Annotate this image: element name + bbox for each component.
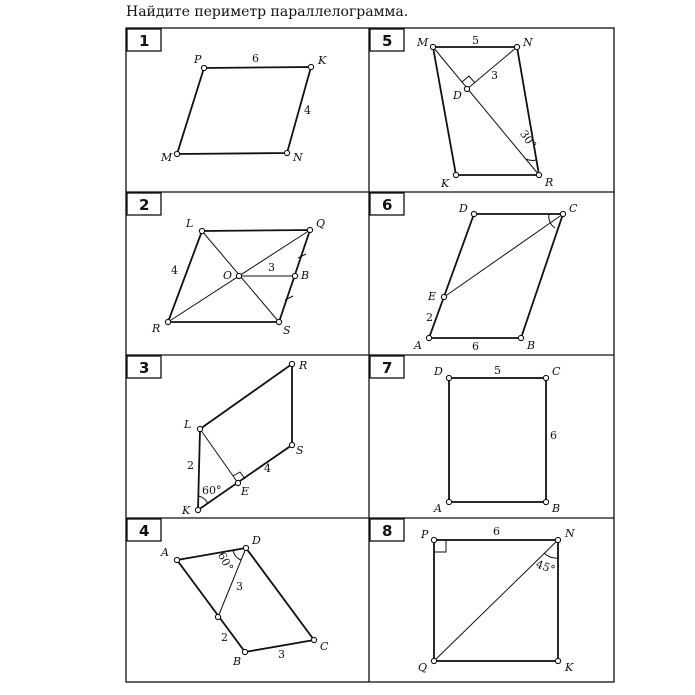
panel-number-1: 1 [139,32,150,50]
vertex-label-k: K [182,504,191,517]
parallelogram-adcb [177,548,314,652]
segment-value-ae: 2 [426,311,433,324]
figure-1-vertices [174,64,313,156]
panel-number-4: 4 [139,522,150,540]
parallelogram-dcba [429,214,563,338]
vertex-label-l: L [186,217,194,230]
figure-6-labels [413,202,578,353]
vertex-label-c: C [569,202,578,215]
vertex-label-r: R [299,359,308,372]
figure-7-vertices [446,375,548,504]
panel-number-7: 7 [382,359,393,377]
vertex-label-a: A [434,502,442,515]
figure-1 [177,67,311,154]
figure-1-labels [160,52,327,164]
vertex-label-c: C [320,640,329,653]
vertex-label-c: C [552,365,561,378]
vertex-label-d: D [453,89,462,102]
side-value-pk: 6 [252,52,259,65]
segment-value-ob: 3 [268,261,275,274]
figure-5-labels [416,34,553,190]
vertex-label-d: D [434,365,443,378]
figure-6-vertices [426,211,565,340]
page-title: Найдите периметр параллелограмма. [126,4,409,20]
figure-7-labels [433,364,561,515]
segment-value-diag: 3 [236,580,243,593]
panel-grid [126,28,614,682]
segment-value-nd: 3 [491,69,498,82]
diagonal-mr [433,47,539,175]
figure-6 [429,214,563,338]
panel-number-8: 8 [382,522,393,540]
angle-arc-r [526,159,536,160]
figure-4 [177,548,314,652]
side-value-ab: 6 [472,340,479,353]
vertex-label-a: A [414,339,422,352]
vertex-label-b: B [527,339,536,352]
angle-value-k: 60° [202,484,222,497]
vertex-label-n: N [293,151,303,164]
vertex-label-s: S [296,444,304,457]
panel-number-6: 6 [382,196,393,214]
vertex-label-a: A [161,546,169,559]
vertex-label-k: K [565,661,574,674]
parallelogram-pkmn [177,67,311,154]
angle-arc-c [549,214,555,228]
vertex-label-m: M [417,36,429,49]
vertex-label-k: K [441,177,450,190]
figure-7 [449,378,546,502]
panel-number-2: 2 [139,196,150,214]
side-value-lk: 2 [187,459,194,472]
vertex-label-b: B [233,655,242,668]
vertex-label-m: M [161,151,173,164]
vertex-label-s: S [283,324,291,337]
angle-arc-k [198,496,208,504]
side-value-bc: 3 [278,648,285,661]
vertex-label-o: O [223,269,233,282]
angle-value-n: 45° [534,557,557,577]
vertex-label-d: D [459,202,468,215]
angle-arc-d [233,550,241,560]
vertex-label-r: R [545,176,554,189]
figure-4-vertices [174,545,316,654]
angle-value-d: 60° [215,549,236,574]
figure-5 [433,47,539,175]
vertex-label-r: R [152,322,161,335]
side-value-mn: 5 [472,34,479,47]
vertex-label-l: L [184,418,192,431]
side-value-lr: 4 [171,264,178,277]
right-angle-mark-d [462,76,475,83]
vertex-label-b: B [301,269,310,282]
vertex-label-q: Q [316,217,326,230]
panel-number-3: 3 [139,359,150,377]
side-value-pn: 6 [493,525,500,538]
vertex-label-p: P [421,528,429,541]
bisector-ce [444,214,563,297]
vertex-label-e: E [428,290,437,303]
panel-number-5: 5 [382,32,393,50]
segment-value-short: 2 [221,631,228,644]
vertex-label-p: P [194,53,202,66]
segment-value-es: 4 [264,462,271,475]
angle-value-r: 30° [517,127,539,152]
figure-4-labels [160,534,329,668]
vertex-label-d: D [252,534,261,547]
angle-arc-n [544,553,558,558]
vertex-label-n: N [523,36,533,49]
vertex-label-k: K [318,54,327,67]
vertex-label-e: E [241,485,250,498]
side-value-kn: 4 [304,104,311,117]
side-value-cb: 6 [550,429,557,442]
height-le [200,429,238,483]
vertex-label-q: Q [418,661,428,674]
vertex-label-n: N [565,527,575,540]
side-value-dc: 5 [494,364,501,377]
vertex-label-b: B [552,502,561,515]
rectangle-dcba [449,378,546,502]
